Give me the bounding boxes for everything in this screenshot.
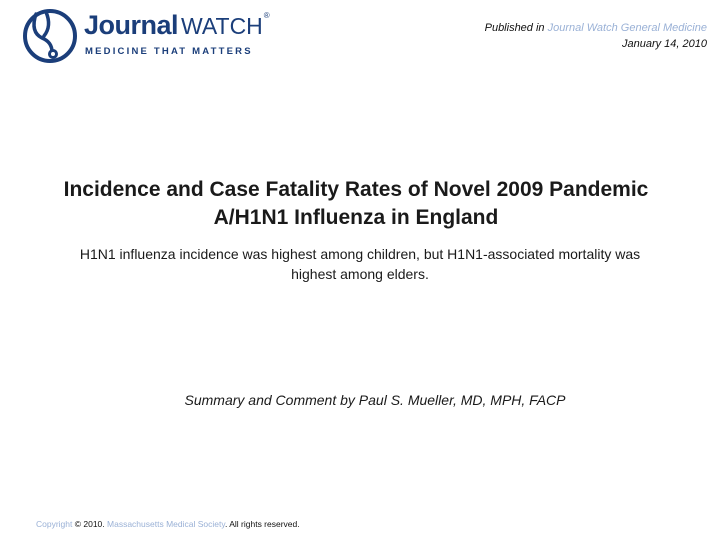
stethoscope-circle-icon <box>22 8 80 64</box>
rights-text: . All rights reserved. <box>224 519 300 529</box>
article-subtitle: H1N1 influenza incidence was highest among children, but H1N1-associated mortality was highest among elders. <box>79 246 641 282</box>
logo-wordmark <box>84 12 270 39</box>
publication-date: January 14, 2010 <box>621 38 707 50</box>
logo-word-journal: Journal <box>84 10 179 40</box>
article-title: Incidence and Case Fatality Rates of Novel 2009 Pandemic A/H1N1 Influenza in England <box>63 178 649 229</box>
article-byline: Summary and Comment by Paul S. Mueller, MD, MPH, FACP <box>184 392 566 408</box>
journal-watch-logo[interactable] <box>22 8 282 64</box>
publication-info <box>485 20 707 52</box>
published-in-prefix: Published in <box>484 22 548 34</box>
copyright-year: © 2010. <box>72 519 108 529</box>
copyright-link[interactable]: Copyright <box>36 519 73 529</box>
logo-tagline: MEDICINE THAT MATTERS <box>85 46 253 57</box>
copyright-footer <box>36 519 300 529</box>
journal-link[interactable]: Journal Watch General Medicine <box>547 22 707 34</box>
registered-mark: ® <box>263 11 270 20</box>
society-link[interactable]: Massachusetts Medical Society <box>107 519 225 529</box>
published-in-line <box>485 20 707 36</box>
logo-word-watch: WATCH <box>181 13 263 39</box>
